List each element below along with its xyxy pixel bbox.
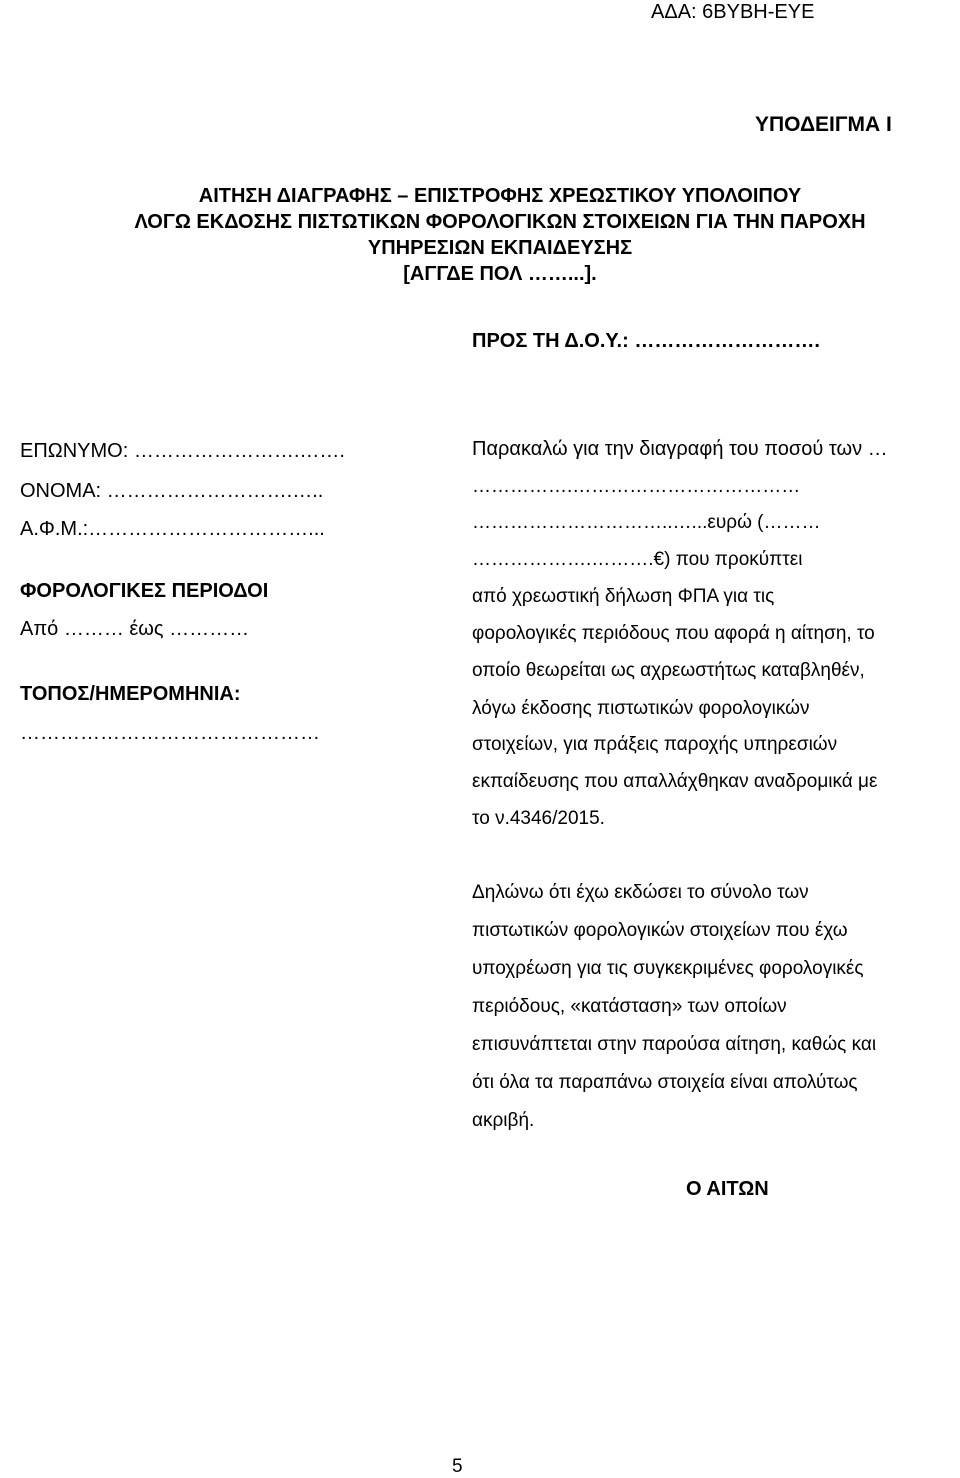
declaration-line: επισυνάπτεται στην παρούσα αίτηση, καθώς και: [472, 1034, 877, 1055]
document-title: [80, 183, 920, 287]
request-line: λόγω έκδοσης πιστωτικών φορολογικών: [472, 698, 810, 719]
recipient-line: ΠΡΟΣ ΤΗ Δ.Ο.Υ.: ……………………….: [472, 330, 820, 352]
surname-field: ΕΠΩΝΥΜΟ: …………………….…….: [20, 440, 345, 462]
title-line-4: [ΑΓΓΔΕ ΠΟΛ ……...].: [403, 263, 597, 285]
declaration-line: ακριβή.: [472, 1110, 535, 1131]
declaration-line: περιόδους, «κατάσταση» των οποίων: [472, 996, 787, 1017]
declaration-line: πιστωτικών φορολογικών στοιχείων που έχω: [472, 920, 848, 941]
periods-range: Από ……… έως …………: [20, 618, 250, 640]
request-line: ……………….……….€) που προκύπτει: [472, 549, 803, 570]
request-line: …………….………………………………: [472, 476, 801, 497]
request-line: εκπαίδευσης που απαλλάχθηκαν αναδρομικά με: [472, 771, 878, 792]
place-date-value: ………………………………………: [20, 722, 320, 744]
declaration-line: ότι όλα τα παραπάνω στοιχεία είναι απολύτως: [472, 1072, 858, 1093]
name-field: ΟΝΟΜΑ: ……………………….…..: [20, 480, 324, 502]
request-line: φορολογικές περιόδους που αφορά η αίτηση, το: [472, 623, 875, 644]
declaration-line: Δηλώνω ότι έχω εκδώσει το σύνολο των: [472, 882, 809, 903]
request-line: από χρεωστική δήλωση ΦΠΑ για τις: [472, 586, 775, 607]
request-line: …………………………..…...ευρώ (………: [472, 512, 821, 533]
page-number: 5: [452, 1456, 463, 1477]
sample-label: ΥΠΟΔΕΙΓΜΑ Ι: [755, 113, 892, 136]
signer-label: Ο ΑΙΤΩΝ: [686, 1178, 769, 1200]
periods-heading: ΦΟΡΟΛΟΓΙΚΕΣ ΠΕΡΙΟΔΟΙ: [20, 580, 269, 602]
afm-field: Α.Φ.Μ.:……………………………...: [20, 518, 325, 540]
declaration-line: υποχρέωση για τις συγκεκριμένες φορολογικές: [472, 958, 864, 979]
request-line: οποίο θεωρείται ως αχρεωστήτως καταβληθέν,: [472, 660, 865, 681]
title-line-2: ΛΟΓΩ ΕΚΔΟΣΗΣ ΠΙΣΤΩΤΙΚΩΝ ΦΟΡΟΛΟΓΙΚΩΝ ΣΤΟΙΧΕΙΩΝ ΓΙΑ ΤΗΝ ΠΑΡΟΧΗ: [134, 211, 866, 233]
request-line: Παρακαλώ για την διαγραφή του ποσού των …: [472, 438, 888, 460]
title-line-3: ΥΠΗΡΕΣΙΩΝ ΕΚΠΑΙΔΕΥΣΗΣ: [367, 237, 633, 259]
title-line-1: ΑΙΤΗΣΗ ΔΙΑΓΡΑΦΗΣ – ΕΠΙΣΤΡΟΦΗΣ ΧΡΕΩΣΤΙΚΟΥ ΥΠΟΛΟΙΠΟΥ: [198, 185, 802, 207]
ada-code: ΑΔΑ: 6ΒΥΒΗ-ΕΥΕ: [651, 1, 815, 23]
place-date-heading: ΤΟΠΟΣ/ΗΜΕΡΟΜΗΝΙΑ:: [20, 683, 241, 705]
request-line: στοιχείων, για πράξεις παροχής υπηρεσιών: [472, 734, 838, 755]
request-line: το ν.4346/2015.: [472, 808, 605, 829]
